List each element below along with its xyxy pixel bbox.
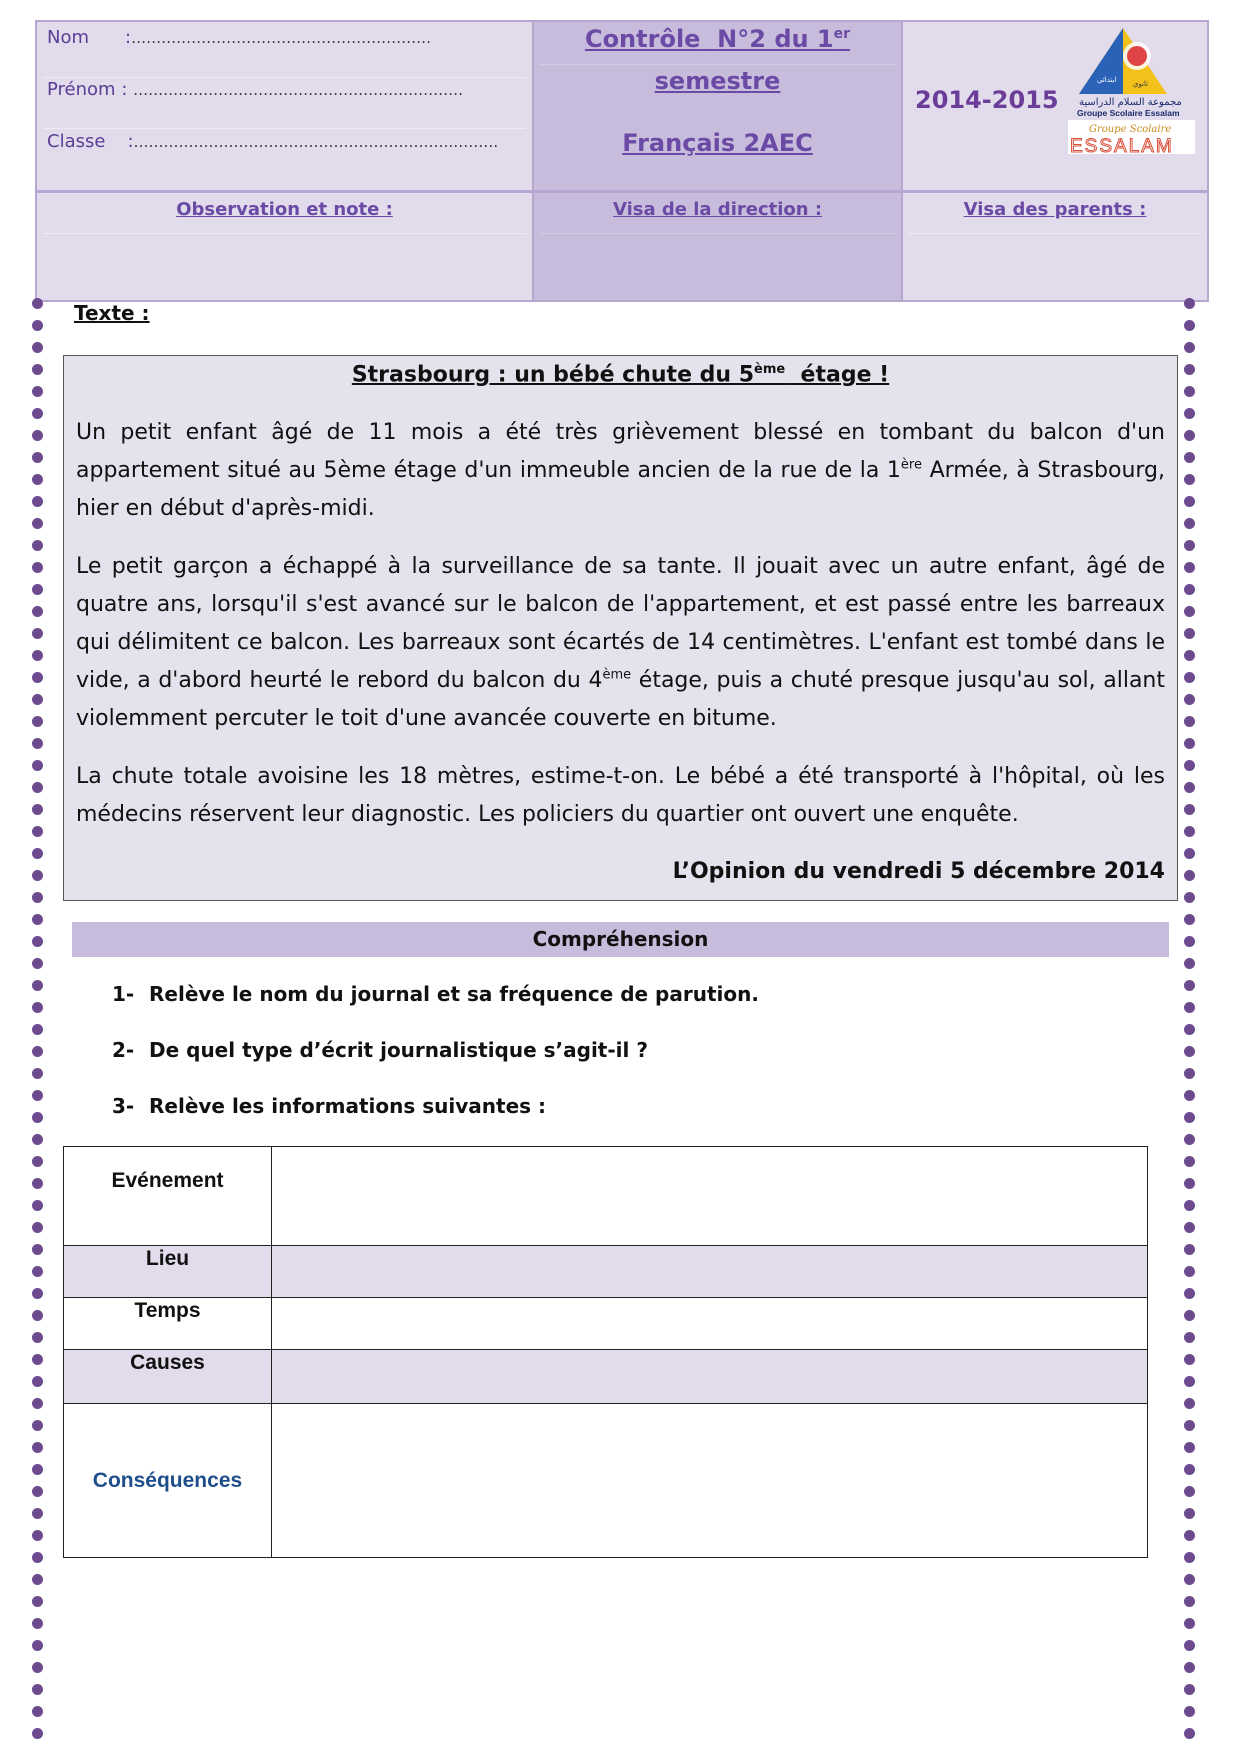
exam-title-line1: Contrôle N°2 du 1er bbox=[584, 25, 851, 53]
visa-parents-label: Visa des parents : bbox=[963, 199, 1147, 220]
border-dot bbox=[1184, 1112, 1195, 1123]
nom-label: Nom bbox=[47, 27, 90, 48]
border-dot bbox=[1184, 1530, 1195, 1541]
prenom-field[interactable]: Prénom : ………………………………………………………… bbox=[47, 79, 464, 100]
border-dot bbox=[32, 1266, 43, 1277]
question-3: 3- Relève les informations suivantes : bbox=[112, 1094, 546, 1118]
border-dot bbox=[1184, 1596, 1195, 1607]
question-2: 2- De quel type d’écrit journalistique s’agit-il ? bbox=[112, 1038, 648, 1062]
border-dot bbox=[32, 1354, 43, 1365]
border-dot bbox=[1184, 1332, 1195, 1343]
border-dot bbox=[32, 1024, 43, 1035]
border-dot bbox=[1184, 826, 1195, 837]
border-dot bbox=[1184, 1640, 1195, 1651]
svg-text:ثانوي: ثانوي bbox=[1133, 80, 1149, 88]
border-dot bbox=[32, 1552, 43, 1563]
border-dot bbox=[1184, 496, 1195, 507]
border-dot bbox=[32, 364, 43, 375]
border-dot bbox=[1184, 1376, 1195, 1387]
border-dot bbox=[32, 562, 43, 573]
border-dot bbox=[1184, 386, 1195, 397]
svg-text:Groupe Scolaire Essalam: Groupe Scolaire Essalam bbox=[1077, 108, 1180, 118]
border-dot bbox=[1184, 1684, 1195, 1695]
border-dot bbox=[1184, 1046, 1195, 1057]
row-label-causes: Causes bbox=[64, 1350, 272, 1404]
school-logo bbox=[1067, 24, 1197, 154]
border-dot bbox=[1184, 518, 1195, 529]
border-dot bbox=[1184, 1728, 1195, 1739]
border-dot bbox=[1184, 848, 1195, 859]
border-dot bbox=[32, 540, 43, 551]
border-dot bbox=[32, 958, 43, 969]
border-dot bbox=[32, 1618, 43, 1629]
border-dot bbox=[1184, 1134, 1195, 1145]
border-dot bbox=[32, 1596, 43, 1607]
border-dot bbox=[1184, 342, 1195, 353]
border-dot bbox=[32, 1310, 43, 1321]
border-dot bbox=[32, 1376, 43, 1387]
border-dot bbox=[32, 1398, 43, 1409]
border-dot bbox=[1184, 1486, 1195, 1497]
border-dot bbox=[32, 804, 43, 815]
border-dot bbox=[1184, 1200, 1195, 1211]
border-dot bbox=[1184, 584, 1195, 595]
row-label-consequences: Conséquences bbox=[64, 1404, 272, 1558]
border-dot bbox=[1184, 1398, 1195, 1409]
visa-direction-label: Visa de la direction : bbox=[612, 199, 823, 220]
classe-field[interactable]: Classe :……………………………………………………….……… bbox=[47, 131, 499, 152]
border-dot bbox=[1184, 1024, 1195, 1035]
border-dot bbox=[1184, 870, 1195, 881]
border-dot bbox=[32, 892, 43, 903]
border-dot bbox=[32, 1200, 43, 1211]
border-dot bbox=[32, 298, 43, 309]
question-1: 1- Relève le nom du journal et sa fréquence de parution. bbox=[112, 982, 759, 1006]
student-info-cell bbox=[37, 22, 534, 190]
border-dot bbox=[32, 738, 43, 749]
border-dot bbox=[1184, 958, 1195, 969]
border-dot bbox=[1184, 1442, 1195, 1453]
border-dot bbox=[32, 518, 43, 529]
border-dot bbox=[1184, 1464, 1195, 1475]
visa-parents-cell[interactable] bbox=[903, 193, 1207, 300]
border-dot bbox=[32, 1244, 43, 1255]
answer-cell-causes[interactable] bbox=[272, 1350, 1148, 1404]
border-dot bbox=[32, 716, 43, 727]
svg-text:ابتدائي: ابتدائي bbox=[1097, 76, 1117, 84]
border-dot bbox=[1184, 738, 1195, 749]
school-year: 2014-2015 bbox=[915, 86, 1059, 114]
border-dot bbox=[1184, 1618, 1195, 1629]
table-row bbox=[64, 1147, 1148, 1246]
visa-direction-cell[interactable] bbox=[534, 193, 903, 300]
border-dot bbox=[1184, 452, 1195, 463]
border-dot bbox=[1184, 1156, 1195, 1167]
border-dot bbox=[1184, 298, 1195, 309]
border-dot bbox=[32, 1442, 43, 1453]
header-block bbox=[35, 20, 1209, 302]
border-dot bbox=[32, 1288, 43, 1299]
border-dot bbox=[1184, 430, 1195, 441]
border-dot bbox=[1184, 760, 1195, 771]
border-dot bbox=[1184, 1178, 1195, 1189]
header-row-top bbox=[37, 22, 1207, 193]
table-row bbox=[64, 1298, 1148, 1350]
border-dot bbox=[32, 1068, 43, 1079]
answer-cell-evenement[interactable] bbox=[272, 1147, 1148, 1246]
border-dot bbox=[1184, 1310, 1195, 1321]
texte-label: Texte : bbox=[74, 301, 150, 325]
border-dot bbox=[32, 826, 43, 837]
left-dot-border bbox=[32, 298, 46, 1754]
border-dot bbox=[32, 342, 43, 353]
svg-text:Groupe Scolaire: Groupe Scolaire bbox=[1089, 124, 1172, 135]
article-paragraph-3: La chute totale avoisine les 18 mètres, estime-t-on. Le bébé a été transporté à l'hôpital, où les médecins réservent leur diagnostic. Les policiers du quartier ont ouvert une enquête. bbox=[76, 764, 1165, 827]
information-table bbox=[63, 1146, 1148, 1558]
classe-dots: ……………………………………………………….……… bbox=[133, 133, 499, 151]
border-dot bbox=[1184, 562, 1195, 573]
border-dot bbox=[32, 1222, 43, 1233]
border-dot bbox=[32, 1134, 43, 1145]
table-row bbox=[64, 1246, 1148, 1298]
border-dot bbox=[32, 496, 43, 507]
border-dot bbox=[32, 980, 43, 991]
row-label-evenement: Evénement bbox=[64, 1147, 272, 1246]
prenom-dots: ………………………………………………………… bbox=[133, 81, 464, 99]
border-dot bbox=[32, 1728, 43, 1739]
border-dot bbox=[1184, 1706, 1195, 1717]
border-dot bbox=[32, 936, 43, 947]
table-row bbox=[64, 1404, 1148, 1558]
answer-cell-lieu[interactable] bbox=[272, 1246, 1148, 1298]
border-dot bbox=[1184, 474, 1195, 485]
svg-text:مجموعة السلام الدراسية: مجموعة السلام الدراسية bbox=[1079, 97, 1182, 108]
border-dot bbox=[32, 1112, 43, 1123]
border-dot bbox=[1184, 1552, 1195, 1563]
border-dot bbox=[32, 606, 43, 617]
border-dot bbox=[1184, 364, 1195, 375]
border-dot bbox=[32, 914, 43, 925]
border-dot bbox=[32, 650, 43, 661]
border-dot bbox=[1184, 1574, 1195, 1585]
border-dot bbox=[32, 1508, 43, 1519]
border-dot bbox=[32, 628, 43, 639]
exam-subject: Français 2AEC bbox=[622, 129, 813, 157]
border-dot bbox=[32, 782, 43, 793]
border-dot bbox=[1184, 980, 1195, 991]
row-label-lieu: Lieu bbox=[64, 1246, 272, 1298]
border-dot bbox=[1184, 1288, 1195, 1299]
table-row bbox=[64, 1350, 1148, 1404]
answer-cell-temps[interactable] bbox=[272, 1298, 1148, 1350]
border-dot bbox=[32, 320, 43, 331]
border-dot bbox=[32, 430, 43, 441]
observation-label: Observation et note : bbox=[176, 199, 393, 220]
article-source: L’Opinion du vendredi 5 décembre 2014 bbox=[672, 859, 1165, 884]
border-dot bbox=[1184, 1420, 1195, 1431]
border-dot bbox=[32, 474, 43, 485]
border-dot bbox=[1184, 1222, 1195, 1233]
border-dot bbox=[32, 694, 43, 705]
border-dot bbox=[1184, 672, 1195, 683]
border-dot bbox=[1184, 1662, 1195, 1673]
nom-dots: …………………………………………………… bbox=[131, 29, 432, 47]
border-dot bbox=[32, 408, 43, 419]
border-dot bbox=[1184, 804, 1195, 815]
exam-title-cell bbox=[534, 22, 903, 190]
border-dot bbox=[32, 870, 43, 881]
article-box bbox=[63, 355, 1178, 901]
border-dot bbox=[1184, 892, 1195, 903]
border-dot bbox=[1184, 540, 1195, 551]
row-label-temps: Temps bbox=[64, 1298, 272, 1350]
border-dot bbox=[32, 1486, 43, 1497]
border-dot bbox=[1184, 1244, 1195, 1255]
border-dot bbox=[1184, 1354, 1195, 1365]
border-dot bbox=[32, 1002, 43, 1013]
prenom-label: Prénom bbox=[47, 79, 116, 100]
comprehension-heading: Compréhension bbox=[72, 922, 1169, 957]
answer-cell-consequences[interactable] bbox=[272, 1404, 1148, 1558]
border-dot bbox=[1184, 1508, 1195, 1519]
border-dot bbox=[1184, 650, 1195, 661]
classe-label: Classe bbox=[47, 131, 106, 152]
border-dot bbox=[32, 1156, 43, 1167]
border-dot bbox=[32, 848, 43, 859]
border-dot bbox=[1184, 606, 1195, 617]
border-dot bbox=[1184, 1090, 1195, 1101]
border-dot bbox=[32, 1574, 43, 1585]
border-dot bbox=[32, 1662, 43, 1673]
border-dot bbox=[1184, 1002, 1195, 1013]
border-dot bbox=[32, 1046, 43, 1057]
article-paragraph-2: Le petit garçon a échappé à la surveillance de sa tante. Il jouait avec un autre enfant, âgé de quatre ans, lorsqu'il s'est avancé sur le balcon de l'appartement, et est passé entre les barreaux qui délimitent ce balcon. Les barreaux sont écartés de 14 centimètres. L'enfant est tombé dans le vide, a d'abord heurté le rebord du balcon du 4ème étage, puis a chuté presque jusqu'au sol, allant violemment percuter le toit d'une avancée couverte en bitume. bbox=[76, 554, 1165, 731]
border-dot bbox=[1184, 1068, 1195, 1079]
right-dot-border bbox=[1184, 298, 1198, 1754]
article-title: Strasbourg : un bébé chute du 5ème étage ! bbox=[351, 362, 890, 388]
border-dot bbox=[1184, 408, 1195, 419]
border-dot bbox=[1184, 1266, 1195, 1277]
border-dot bbox=[1184, 914, 1195, 925]
border-dot bbox=[32, 1090, 43, 1101]
border-dot bbox=[32, 672, 43, 683]
border-dot bbox=[32, 452, 43, 463]
border-dot bbox=[1184, 628, 1195, 639]
border-dot bbox=[32, 1684, 43, 1695]
border-dot bbox=[32, 584, 43, 595]
border-dot bbox=[32, 1706, 43, 1717]
article-paragraph-1: Un petit enfant âgé de 11 mois a été très grièvement blessé en tombant du balcon d'un appartement situé au 5ème étage d'un immeuble ancien de la rue de la 1ère Armée, à Strasbourg, hier en début d'après-midi. bbox=[76, 420, 1165, 521]
border-dot bbox=[32, 1464, 43, 1475]
border-dot bbox=[32, 386, 43, 397]
header-row-bottom bbox=[37, 193, 1207, 300]
border-dot bbox=[1184, 320, 1195, 331]
border-dot bbox=[1184, 782, 1195, 793]
border-dot bbox=[32, 1178, 43, 1189]
border-dot bbox=[32, 1332, 43, 1343]
nom-field[interactable]: Nom :…………………………………………………… bbox=[47, 27, 432, 48]
year-logo-cell bbox=[903, 22, 1207, 190]
border-dot bbox=[32, 1640, 43, 1651]
border-dot bbox=[1184, 694, 1195, 705]
observation-cell[interactable] bbox=[37, 193, 534, 300]
svg-text:ESSALAM: ESSALAM bbox=[1070, 136, 1174, 156]
border-dot bbox=[32, 1530, 43, 1541]
exam-title-line2: semestre bbox=[654, 67, 781, 95]
border-dot bbox=[32, 760, 43, 771]
border-dot bbox=[32, 1420, 43, 1431]
border-dot bbox=[1184, 936, 1195, 947]
border-dot bbox=[1184, 716, 1195, 727]
